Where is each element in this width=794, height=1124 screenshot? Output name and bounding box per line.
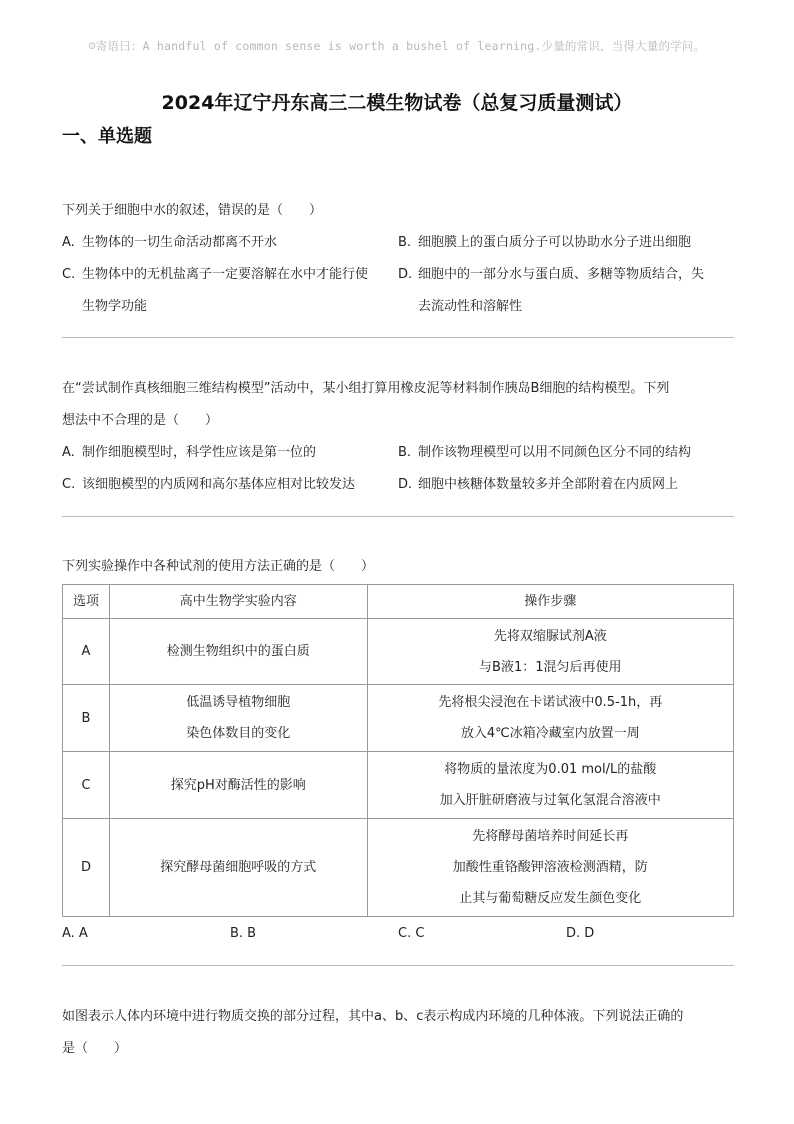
table-cell-option: D bbox=[63, 819, 110, 917]
table-header-cell: 操作步骤 bbox=[367, 585, 733, 619]
question-4 bbox=[62, 1001, 734, 1065]
question-3-option-a[interactable]: A. A bbox=[62, 926, 88, 941]
divider bbox=[62, 965, 734, 966]
question-3-option-b[interactable]: B. B bbox=[230, 926, 257, 941]
table-cell-steps: 将物质的量浓度为0.01 mol/L的盐酸 加入肝脏研磨液与过氧化氢混合溶液中 bbox=[367, 752, 733, 819]
question-2-option-b[interactable]: B. 制作该物理模型可以用不同颜色区分不同的结构 bbox=[398, 445, 692, 460]
question-3-option-c[interactable]: C. C bbox=[398, 926, 425, 941]
table-cell-content: 探究酵母菌细胞呼吸的方式 bbox=[109, 819, 367, 917]
table-row bbox=[63, 752, 734, 819]
question-3-option-d[interactable]: D. D bbox=[566, 926, 595, 941]
table-cell-option: C bbox=[63, 752, 110, 819]
table-cell-content: 低温诱导植物细胞 染色体数目的变化 bbox=[109, 685, 367, 752]
table-header-cell: 高中生物学实验内容 bbox=[109, 585, 367, 619]
table-cell-content: 检测生物组织中的蛋白质 bbox=[109, 619, 367, 685]
table-header-row bbox=[63, 585, 734, 619]
experiment-table bbox=[62, 584, 734, 917]
question-2-stem-line-2: 想法中不合理的是（ ） bbox=[62, 413, 219, 428]
question-1 bbox=[62, 195, 734, 323]
question-2 bbox=[62, 373, 734, 501]
question-3-options bbox=[62, 918, 734, 950]
table-cell-steps: 先将酵母菌培养时间延长再 加酸性重铬酸钾溶液检测酒精，防 止其与葡萄糖反应发生颜色变化 bbox=[367, 819, 733, 917]
table-cell-content: 探究pH对酶活性的影响 bbox=[109, 752, 367, 819]
table-cell-steps: 先将根尖浸泡在卡诺试液中0.5-1h，再 放入4℃冰箱冷藏室内放置一周 bbox=[367, 685, 733, 752]
table-row bbox=[63, 619, 734, 685]
table-header-cell: 选项 bbox=[63, 585, 110, 619]
question-1-option-a[interactable]: A. 生物体的一切生命活动都离不开水 bbox=[62, 235, 278, 250]
question-1-option-d[interactable]: D. 细胞中的一部分水与蛋白质、多糖等物质结合，失 去流动性和溶解性 bbox=[398, 267, 705, 314]
table-cell-option: B bbox=[63, 685, 110, 752]
question-3-stem: 下列实验操作中各种试剂的使用方法正确的是（ ） bbox=[62, 559, 375, 574]
question-1-option-c[interactable]: C. 生物体中的无机盐离子一定要溶解在水中才能行使 生物学功能 bbox=[62, 267, 369, 314]
table-cell-option: A bbox=[63, 619, 110, 685]
question-3 bbox=[62, 551, 734, 583]
question-1-stem: 下列关于细胞中水的叙述，错误的是（ ） bbox=[62, 203, 323, 218]
question-4-stem-line-1: 如图表示人体内环境中进行物质交换的部分过程，其中a、b、c表示构成内环境的几种体液。下列说法正确的 bbox=[62, 1009, 684, 1024]
table-row bbox=[63, 685, 734, 752]
divider bbox=[62, 516, 734, 517]
header-motto: ☺寄语曰：A handful of common sense is worth a bushel of learning.少量的常识，当得大量的学问。 bbox=[88, 39, 706, 53]
question-4-stem-line-2: 是（ ） bbox=[62, 1041, 128, 1056]
question-2-option-a[interactable]: A. 制作细胞模型时，科学性应该是第一位的 bbox=[62, 445, 317, 460]
question-2-stem-line-1: 在“尝试制作真核细胞三维结构模型”活动中，某小组打算用橡皮泥等材料制作胰岛B细胞的结构模型。下列 bbox=[62, 381, 670, 396]
divider bbox=[62, 337, 734, 338]
question-1-option-b[interactable]: B. 细胞膜上的蛋白质分子可以协助水分子进出细胞 bbox=[398, 235, 692, 250]
table-cell-steps: 先将双缩脲试剂A液 与B液1：1混匀后再使用 bbox=[367, 619, 733, 685]
section-heading: 一、单选题 bbox=[62, 126, 152, 147]
question-2-option-d[interactable]: D. 细胞中核糖体数量较多并全部附着在内质网上 bbox=[398, 477, 679, 492]
page-title: 2024年辽宁丹东高三二模生物试卷（总复习质量测试） bbox=[161, 92, 633, 114]
table-row bbox=[63, 819, 734, 917]
question-2-option-c[interactable]: C. 该细胞模型的内质网和高尔基体应相对比较发达 bbox=[62, 477, 356, 492]
